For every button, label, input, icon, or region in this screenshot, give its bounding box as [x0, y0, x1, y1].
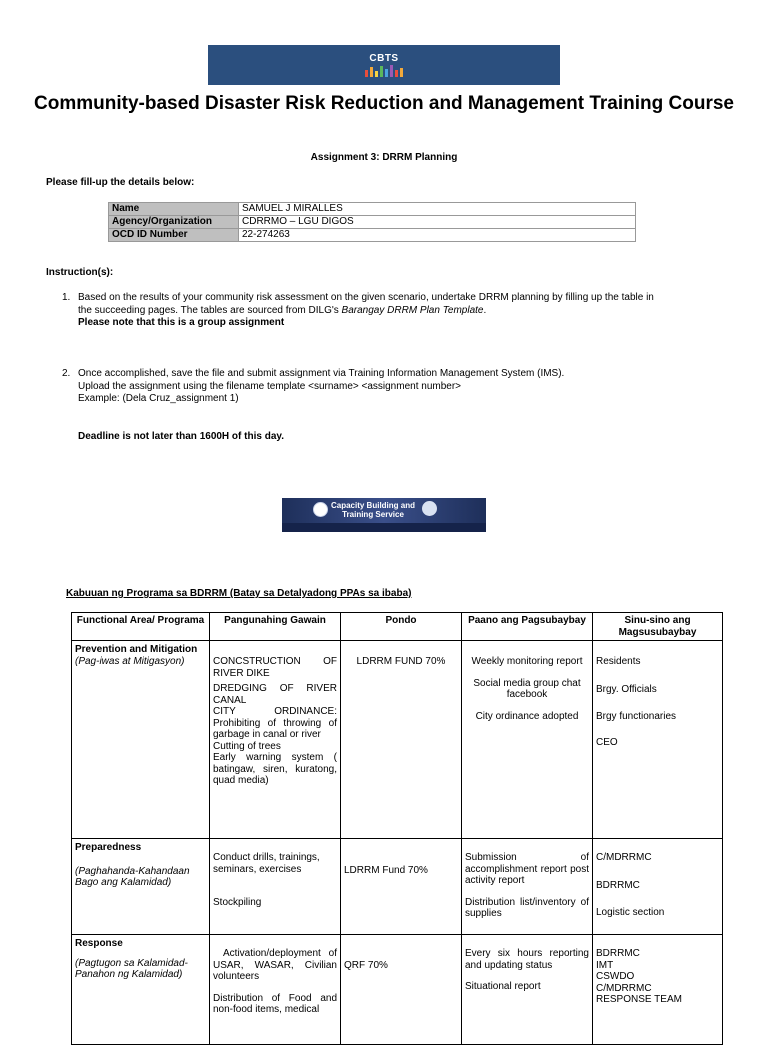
instruction-item-2	[78, 368, 738, 406]
instruction-number: 2.	[62, 368, 71, 379]
details-row	[109, 216, 636, 229]
footer-banner-title: Capacity Building and Training Service	[330, 501, 415, 519]
details-label: OCD ID Number	[109, 229, 239, 242]
page-title: Community-based Disaster Risk Reduction and Management Training Course	[34, 93, 734, 114]
details-value[interactable]: SAMUEL J MIRALLES	[239, 203, 636, 216]
table-cell[interactable]: Conduct drills, trainings, seminars, exercises Stockpiling	[210, 839, 341, 935]
column-header: Pondo	[341, 613, 462, 641]
deadline-note: Deadline is not later than 1600H of this day.	[78, 431, 284, 442]
table-cell[interactable]: LDRRM FUND 70%	[341, 641, 462, 839]
cbts-footer-banner	[282, 498, 486, 532]
instruction-text: Example: (Dela Cruz_assignment 1)	[78, 393, 239, 404]
table-row	[72, 839, 723, 935]
table-row	[72, 935, 723, 1045]
cbts-logo-text: CBTS	[369, 53, 399, 64]
instruction-text: Based on the results of your community risk assessment on the given scenario, undertake DRRM planning by filling up the table in	[78, 292, 654, 303]
cbts-seal-icon	[422, 501, 437, 516]
column-header: Pangunahing Gawain	[210, 613, 341, 641]
details-value[interactable]: CDRRMO – LGU DIGOS	[239, 216, 636, 229]
column-header: Functional Area/ Programa	[72, 613, 210, 641]
program-table	[71, 612, 723, 1045]
table-cell[interactable]: CONCSTRUCTION OF RIVER DIKE DREDGING OF RIVER CANAL CITY ORDINANCE: Prohibiting of throwing of garbage in canal or river Cutting of trees Early warning system ( batingaw, siren, kuratong, quad media)	[210, 641, 341, 839]
details-row	[109, 203, 636, 216]
instructions-heading: Instruction(s):	[46, 267, 114, 278]
assignment-heading: Assignment 3: DRRM Planning	[310, 152, 458, 163]
instruction-text: Upload the assignment using the filename template <surname> <assignment number>	[78, 380, 462, 392]
table-cell[interactable]: Preparedness (Paghahanda-Kahandaan Bago ang Kalamidad)	[72, 839, 210, 935]
table-cell[interactable]: Residents Brgy. Officials Brgy functionaries CEO	[593, 641, 723, 839]
table-cell[interactable]: LDRRM Fund 70%	[341, 839, 462, 935]
details-value[interactable]: 22-274263	[239, 229, 636, 242]
program-heading: Kabuuan ng Programa sa BDRRM (Batay sa Detalyadong PPAs sa ibaba)	[66, 588, 412, 599]
table-header-row	[72, 613, 723, 641]
cbts-banner	[208, 45, 560, 85]
table-row	[72, 641, 723, 839]
cbts-logo-bars-icon	[365, 65, 403, 77]
table-cell[interactable]: BDRRMC IMT CSWDO C/MDRRMC RESPONSE TEAM	[593, 935, 723, 1045]
table-cell[interactable]: Response (Pagtugon sa Kalamidad-Panahon ng Kalamidad)	[72, 935, 210, 1045]
details-row	[109, 229, 636, 242]
table-cell[interactable]: Weekly monitoring report Social media group chat facebook City ordinance adopted	[462, 641, 593, 839]
instruction-text: Once accomplished, save the file and submit assignment via Training Information Management System (IMS).	[78, 368, 565, 379]
ocd-seal-icon	[313, 502, 328, 517]
details-label: Name	[109, 203, 239, 216]
details-table	[108, 202, 636, 242]
table-cell[interactable]: C/MDRRMC BDRRMC Logistic section	[593, 839, 723, 935]
instruction-item-1	[78, 292, 738, 330]
column-header: Sinu-sino ang Magsusubaybay	[593, 613, 723, 641]
details-label: Agency/Organization	[109, 216, 239, 229]
table-cell[interactable]: Prevention and Mitigation (Pag-iwas at Mitigasyon)	[72, 641, 210, 839]
column-header: Paano ang Pagsubaybay	[462, 613, 593, 641]
instruction-number: 1.	[62, 292, 71, 303]
group-assignment-note: Please note that this is a group assignment	[78, 317, 285, 328]
table-cell[interactable]: QRF 70%	[341, 935, 462, 1045]
table-cell[interactable]: Activation/deployment of USAR, WASAR, Civilian volunteers Distribution of Food and non-food items, medical	[210, 935, 341, 1045]
footer-banner-contact-strip	[282, 523, 486, 532]
table-cell[interactable]: Submission of accomplishment report post activity report Distribution list/inventory of supplies	[462, 839, 593, 935]
table-cell[interactable]: Every six hours reporting and updating status Situational report	[462, 935, 593, 1045]
instruction-text: the succeeding pages. The tables are sourced from DILG's Barangay DRRM Plan Template.	[78, 304, 487, 316]
fill-prompt: Please fill-up the details below:	[46, 177, 195, 188]
